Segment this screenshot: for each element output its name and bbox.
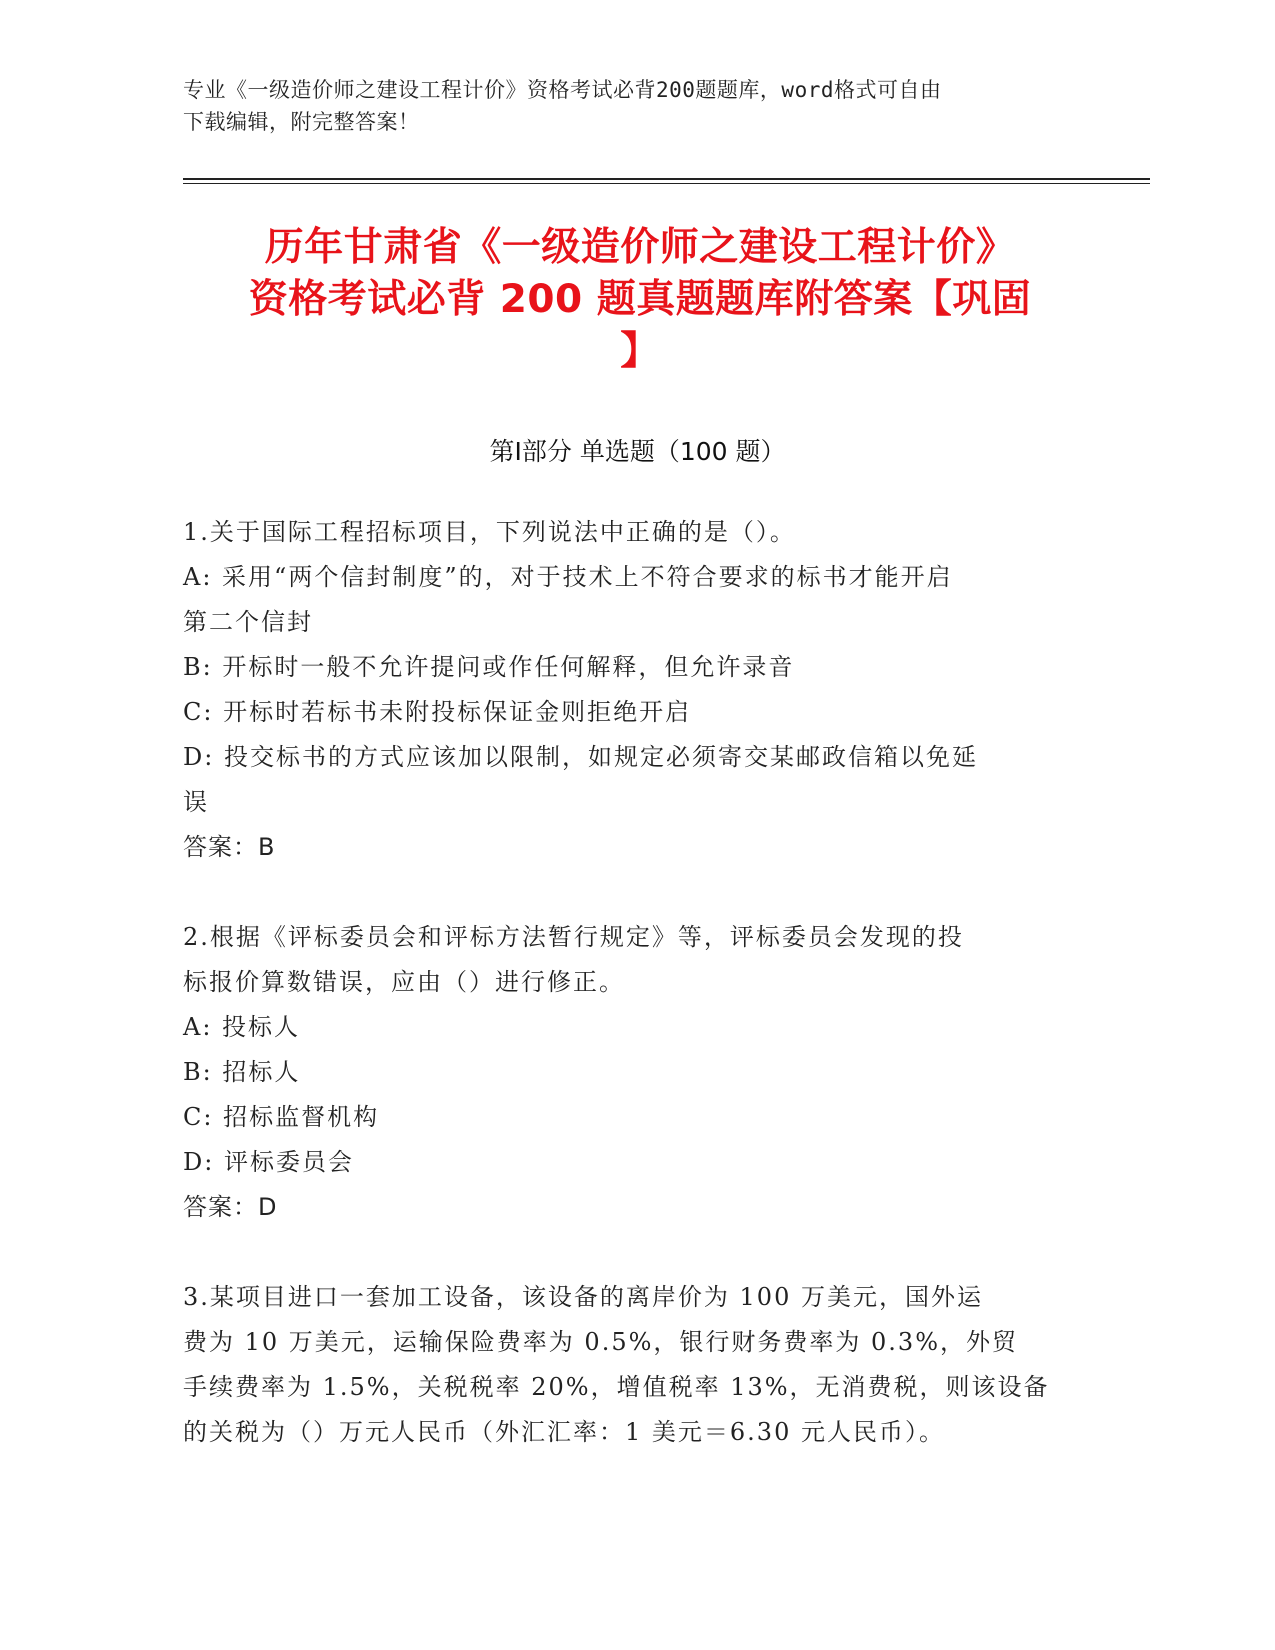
question-3	[183, 1275, 1063, 1455]
question-stem-continued: 的关税为（）万元人民币（外汇汇率：1 美元＝6.30 元人民币）。	[183, 1418, 945, 1446]
option-d-continued: 误	[183, 788, 209, 816]
header-note-line: 下载编辑，附完整答案！	[183, 110, 420, 134]
question-1	[183, 510, 1063, 870]
question-stem-continued: 费为 10 万美元，运输保险费率为 0.5%，银行财务费率为 0.3%，外贸	[183, 1328, 1018, 1356]
option-a: A: 投标人	[183, 1013, 301, 1041]
title-line: 资格考试必背 200 题真题题库附答案【巩固	[248, 277, 1032, 322]
option-c: C: 招标监督机构	[183, 1103, 380, 1131]
document-title	[190, 222, 1090, 378]
question-stem: 1.关于国际工程招标项目，下列说法中正确的是（）。	[183, 518, 796, 546]
title-line: 】	[620, 329, 660, 374]
header-note	[183, 74, 1063, 138]
option-d: D: 评标委员会	[183, 1148, 354, 1176]
question-stem: 2.根据《评标委员会和评标方法暂行规定》等，评标委员会发现的投	[183, 923, 964, 951]
option-a: A: 采用“两个信封制度”的，对于技术上不符合要求的标书才能开启	[183, 563, 953, 591]
question-stem: 3.某项目进口一套加工设备，该设备的离岸价为 100 万美元，国外运	[183, 1283, 983, 1311]
answer: 答案：B	[183, 833, 276, 861]
question-stem-continued: 手续费率为 1.5%，关税税率 20%，增值税率 13%，无消费税，则该设备	[183, 1373, 1050, 1401]
option-b: B: 开标时一般不允许提问或作任何解释，但允许录音	[183, 653, 795, 681]
option-d: D: 投交标书的方式应该加以限制，如规定必须寄交某邮政信箱以免延	[183, 743, 978, 771]
question-stem-continued: 标报价算数错误，应由（）进行修正。	[183, 968, 625, 996]
title-line: 历年甘肃省《一级造价师之建设工程计价》	[264, 225, 1016, 270]
option-b: B: 招标人	[183, 1058, 301, 1086]
question-2	[183, 915, 1063, 1230]
option-c: C: 开标时若标书未附投标保证金则拒绝开启	[183, 698, 692, 726]
answer: 答案：D	[183, 1193, 278, 1221]
header-note-line: 专业《一级造价师之建设工程计价》资格考试必背200题题库，word格式可自由	[183, 78, 942, 102]
option-a-continued: 第二个信封	[183, 608, 313, 636]
header-divider-thin	[183, 183, 1150, 184]
header-divider-thick	[183, 178, 1150, 180]
section-title: 第Ⅰ部分 单选题（100 题）	[489, 437, 786, 466]
